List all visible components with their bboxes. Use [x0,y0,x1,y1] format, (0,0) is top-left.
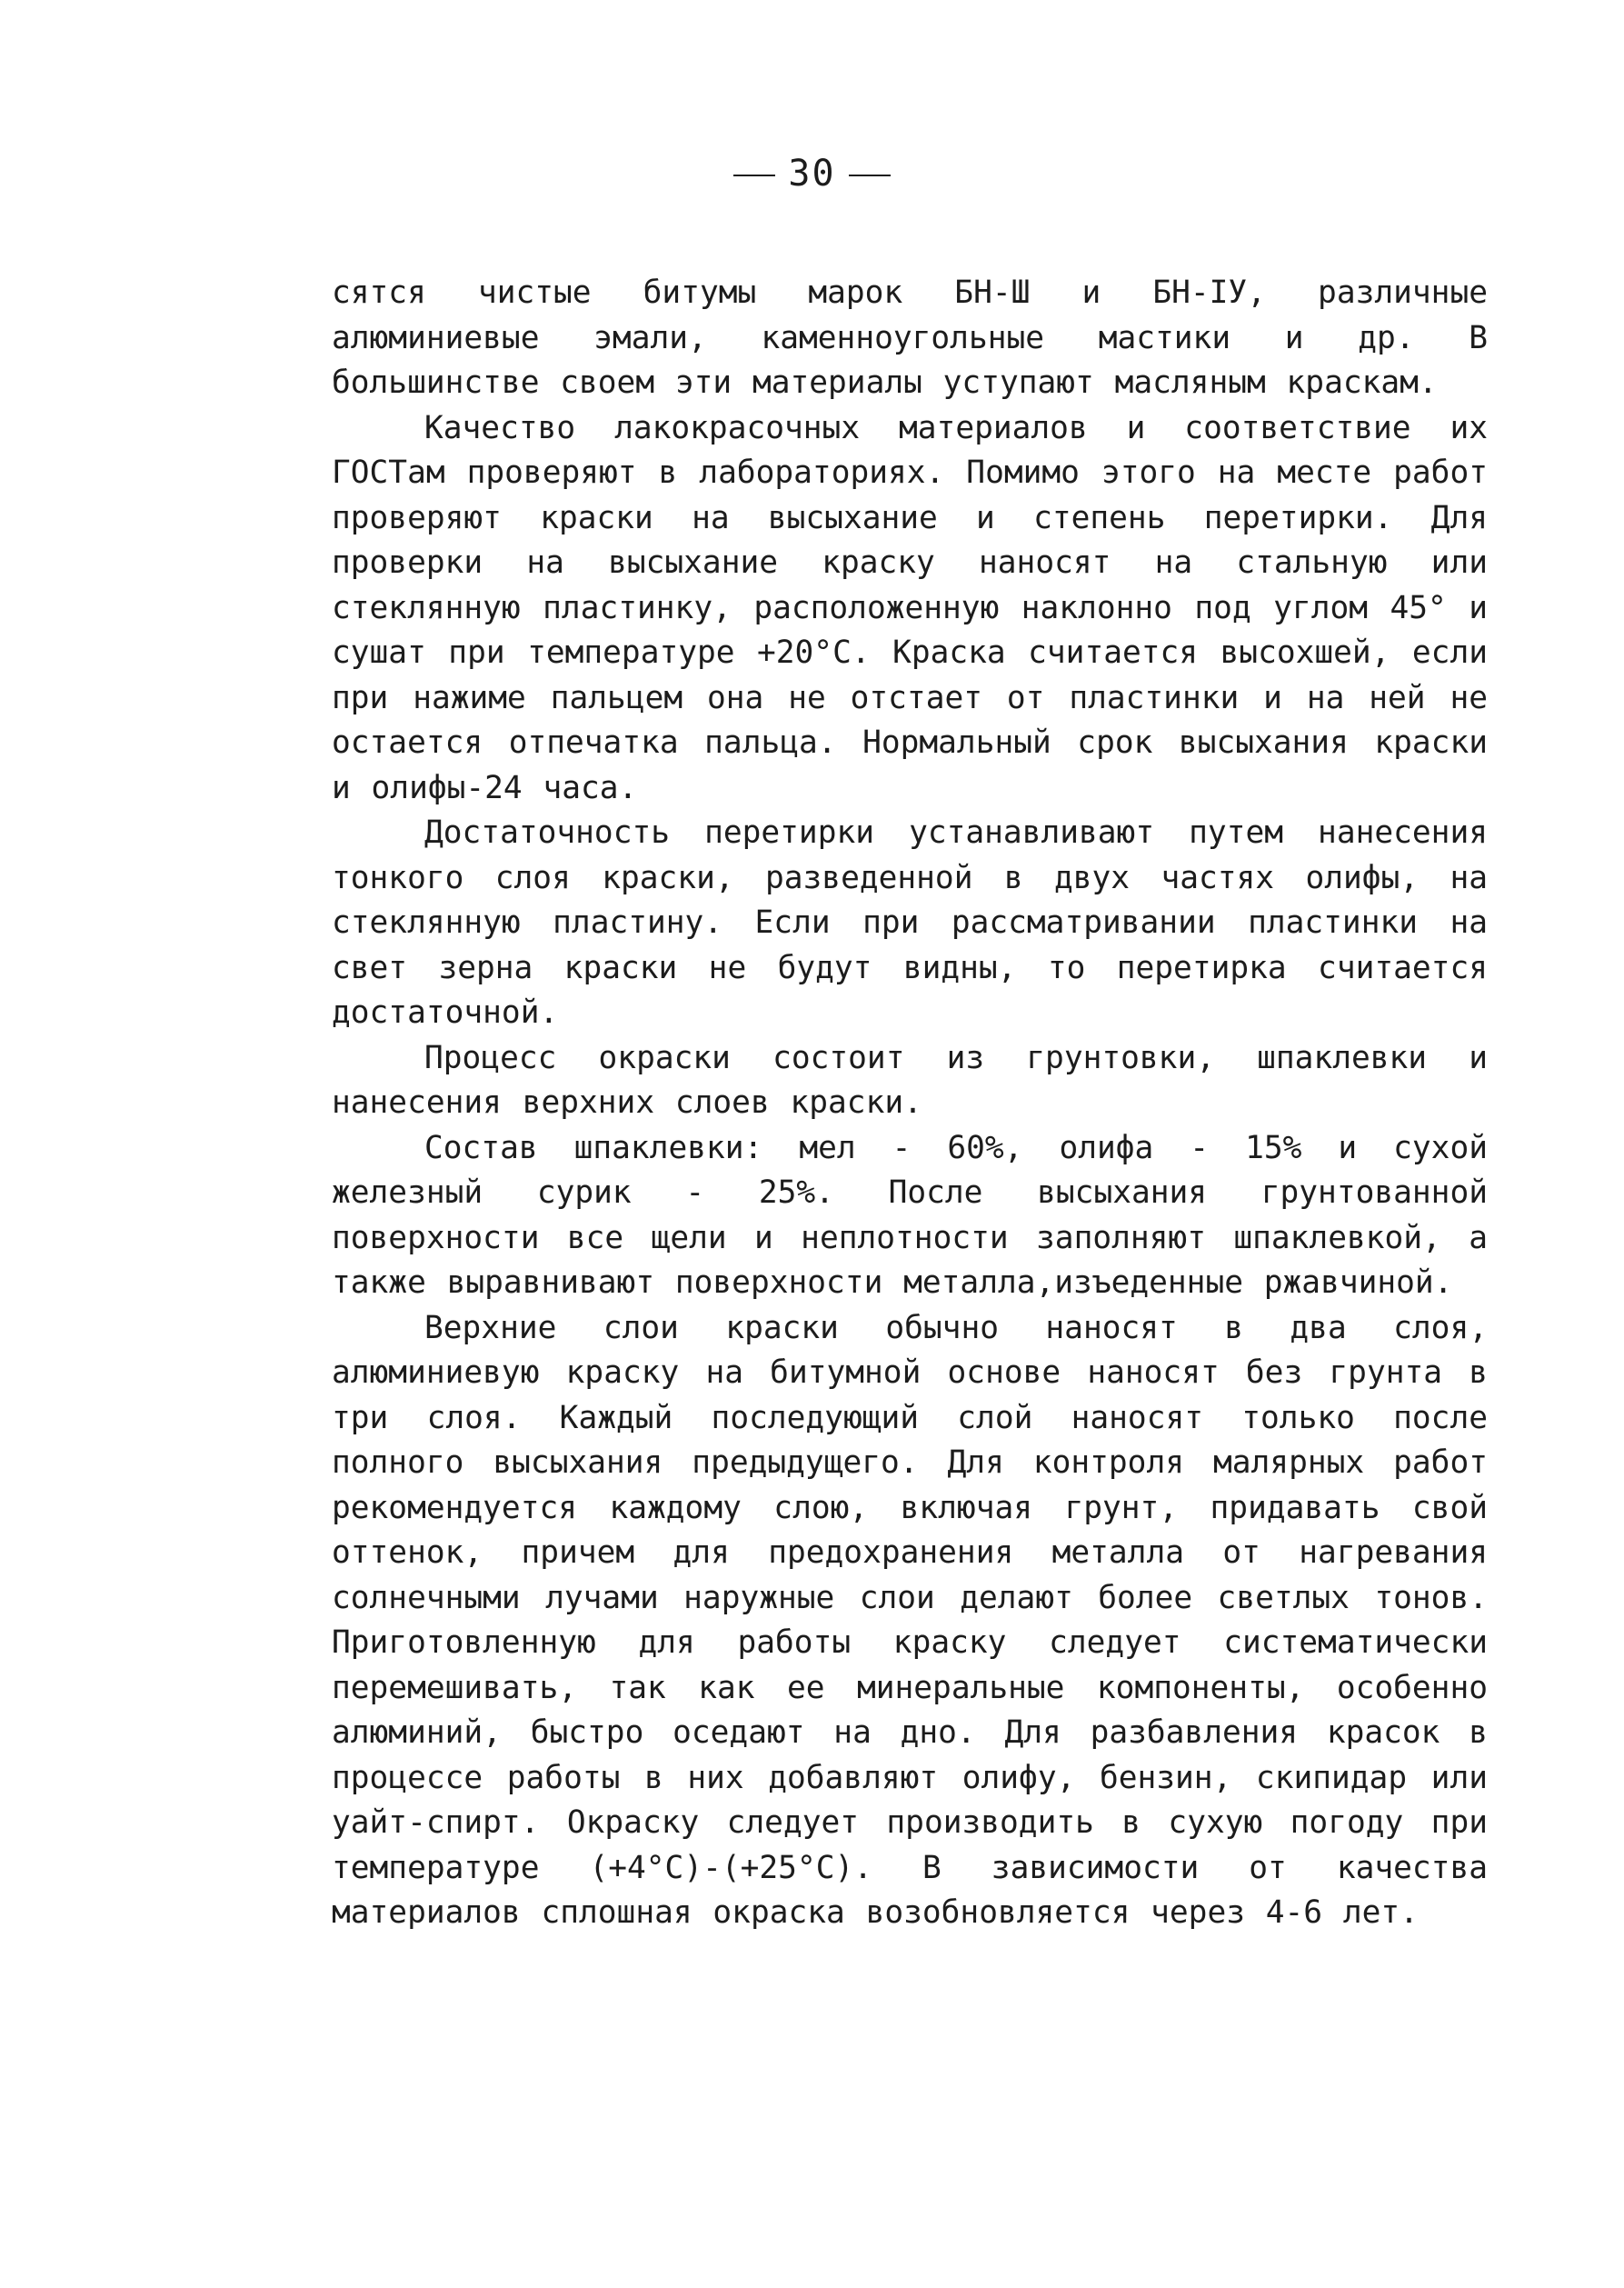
paragraph: Верхние слои краски обычно наносят в два слоя, алюминиевую краску на битумной основе наносят без грунта в три слоя. Каждый последующий слой наносят только после полного высыхания предыдущего. Для контроля малярных работ рекомендуется каждому слою, включая грунт, придавать свой оттенок, причем для предохранения металла от нагревания солнечными лучами наружные слои делают более светлых тонов. Приготовленную для работы краску следует систематически перемешивать, так как ее минеральные компоненты, особенно алюминий, быстро оседают на дно. Для разбавления красок в процессе работы в них добавляют олифу, бензин, скипидар или уайт-спирт. Окраску следует производить в сухую погоду при температуре (+4°С)-(+25°С). В зависимости от качества материалов сплошная окраска возобновляется через 4-6 лет. [332,1309,1488,1931]
page-number-right-dash [849,175,891,176]
text-body [332,271,1488,1936]
paragraph: Качество лакокрасочных материалов и соответствие их ГОСТам проверяют в лабораториях. Помимо этого на месте работ проверяют краски на высыхание и степень перетирки. Для проверки на высыхание краску наносят на стальную или стеклянную пластинку, расположенную наклонно под углом 45° и сушат при температуре +20°С. Краска считается высохшей, если при нажиме пальцем она не отстает от пластинки и на ней не остается отпечатка пальца. Нормальный срок высыхания краски и олифы-24 часа. [332,409,1488,806]
page-number-left-dash [733,175,775,176]
page-number [0,153,1624,195]
paragraph: Состав шпаклевки: мел - 60%, олифа - 15% и сухой железный сурик - 25%. После высыхания грунтованной поверхности все щели и неплотности заполняют шпаклевкой, а также выравнивают поверхности металла,изъеденные ржавчиной. [332,1129,1488,1301]
paragraph: Достаточность перетирки устанавливают путем нанесения тонкого слоя краски, разведенной в двух частях олифы, на стеклянную пластину. Если при рассматривании пластинки на свет зерна краски не будут видны, то перетирка считается достаточной. [332,814,1488,1031]
paragraph: Процесс окраски состоит из грунтовки, шпаклевки и нанесения верхних слоев краски. [332,1039,1488,1121]
page-number-value: 30 [788,153,836,195]
paragraph: сятся чистые битумы марок БН-Ш и БН-IУ, различные алюминиевые эмали, каменноугольные мастики и др. В большинстве своем эти материалы уступают масляным краскам. [332,275,1488,401]
